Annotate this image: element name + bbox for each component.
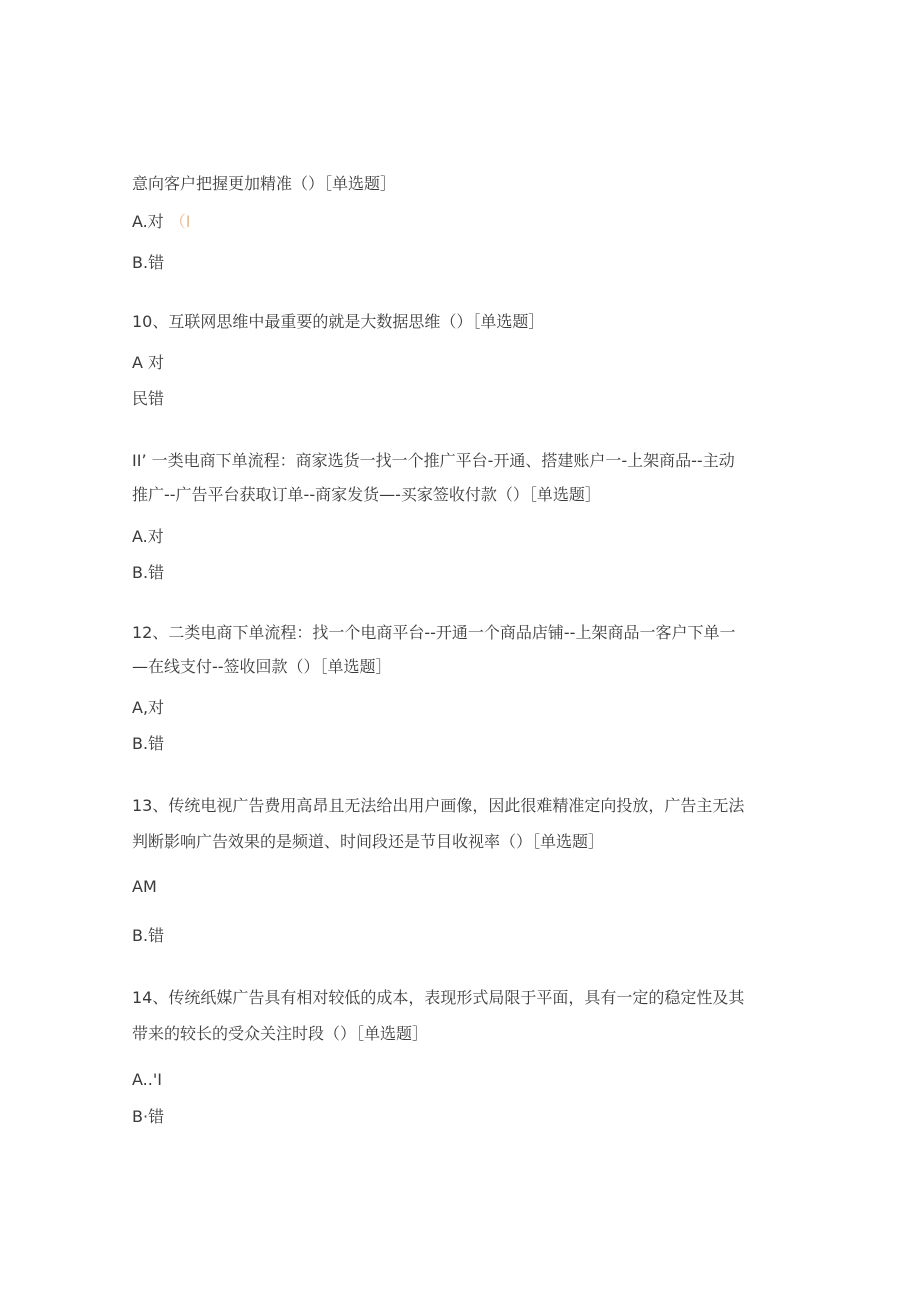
question-12-text-line2: —在线支付--签收回款（）［单选题］ [132, 657, 392, 676]
question-14-option-b[interactable]: B·错 [132, 1107, 165, 1126]
question-13-text-line1: 13、传统电视广告费用高昂且无法给出用户画像，因此很难精准定向投放，广告主无法 [132, 796, 745, 815]
option-a-label: A.对 [132, 212, 164, 231]
question-13-text-line2: 判断影响广告效果的是频道、时间段还是节目收视率（）［单选题］ [132, 832, 605, 851]
question-14-text-line2: 带来的较长的受众关注时段（）［单选题］ [132, 1024, 429, 1043]
question-14-text-line1: 14、传统纸媒广告具有相对较低的成本，表现形式局限于平面，具有一定的稳定性及其 [132, 988, 745, 1007]
question-14-option-a[interactable]: A..'I [132, 1070, 162, 1089]
question-11-option-a[interactable]: A.对 [132, 527, 164, 546]
question-13-option-b[interactable]: B.错 [132, 926, 165, 945]
question-10-text: 10、互联网思维中最重要的就是大数据思维（）［单选题］ [132, 312, 545, 331]
question-9-text: 意向客户把握更加精准（）［单选题］ [132, 174, 397, 193]
question-10-option-b[interactable]: 民错 [132, 389, 165, 408]
question-13-option-a[interactable]: AM [132, 877, 157, 896]
question-9-option-a[interactable] [132, 212, 191, 232]
question-9-option-b[interactable]: B.错 [132, 253, 165, 272]
question-11-text-line1: II’ 一类电商下单流程：商家选货一找一个推广平台-开通、搭建账户一-上架商品--主动 [132, 451, 735, 470]
question-11-text-line2: 推广--广告平台获取订单--商家发货—-买家签收付款（）［单选题］ [132, 485, 601, 504]
question-10-option-a[interactable]: A 对 [132, 353, 165, 372]
question-12-option-a[interactable]: A,对 [132, 698, 165, 717]
question-12-text-line1: 12、二类电商下单流程：找一个电商平台--开通一个商品店铺--上架商品一客户下单一 [132, 623, 736, 642]
option-a-mark: （I [169, 212, 191, 231]
question-11-option-b[interactable]: B.错 [132, 563, 165, 582]
question-12-option-b[interactable]: B.错 [132, 734, 165, 753]
